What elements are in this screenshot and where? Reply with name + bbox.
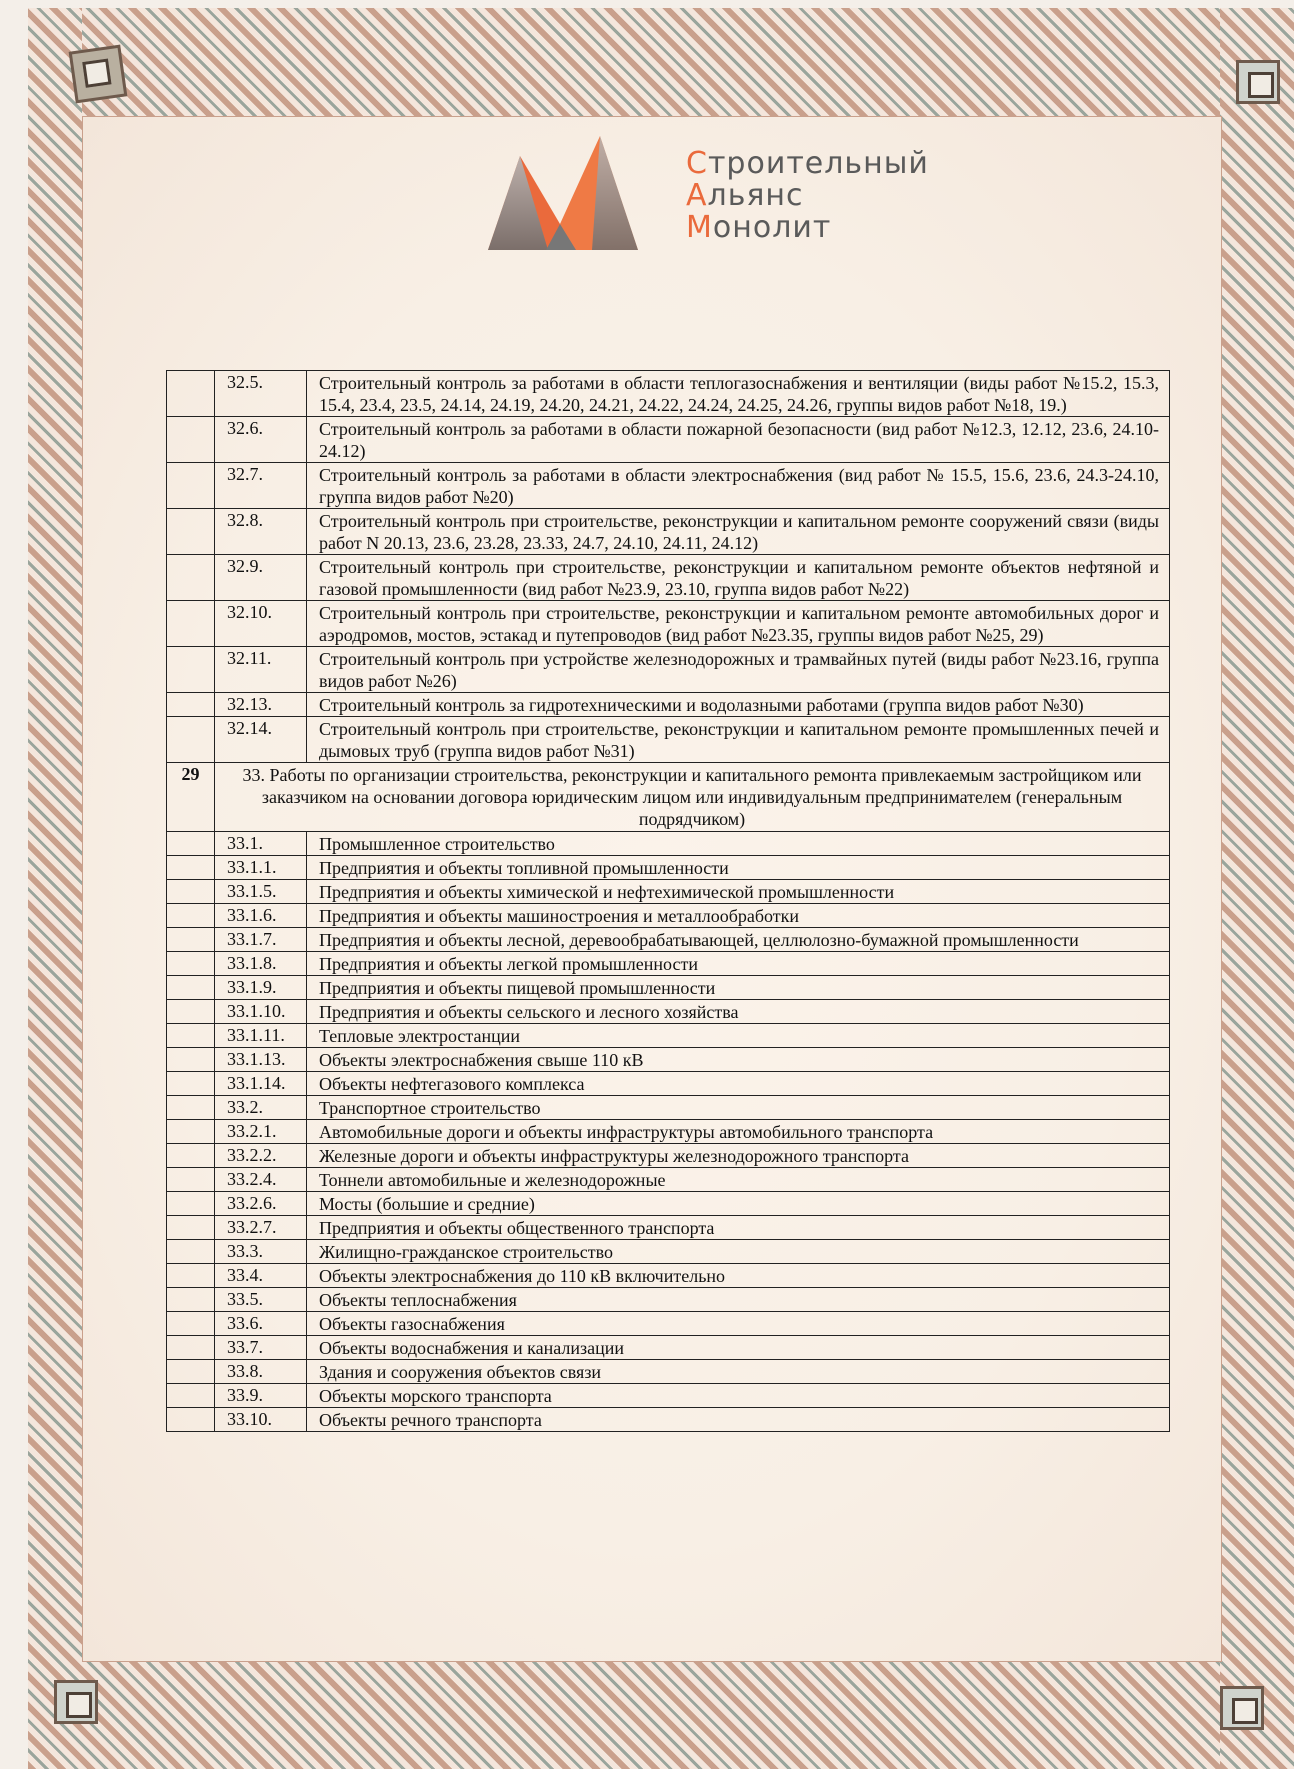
item-description: Объекты теплоснабжения [307, 1288, 1170, 1312]
empty-index-cell [167, 717, 215, 763]
item-code: 33.2.2. [215, 1144, 307, 1168]
item-description: Автомобильные дороги и объекты инфраструктуры автомобильного транспорта [307, 1120, 1170, 1144]
item-description: Железные дороги и объекты инфраструктуры железнодорожного транспорта [307, 1144, 1170, 1168]
table-row [167, 371, 1170, 417]
empty-index-cell [167, 880, 215, 904]
empty-index-cell [167, 417, 215, 463]
item-description: Жилищно-гражданское строительство [307, 1240, 1170, 1264]
item-description: Предприятия и объекты машиностроения и металлообработки [307, 904, 1170, 928]
group-title: 33. Работы по организации строительства, реконструкции и капитального ремонта привлекаемым застройщиком или заказчиком на основании договора юридическим лицом или индивидуальным предпринимателем (генеральным подрядчиком) [215, 763, 1170, 832]
empty-index-cell [167, 1168, 215, 1192]
item-code: 32.11. [215, 647, 307, 693]
item-code: 33.1. [215, 832, 307, 856]
empty-index-cell [167, 647, 215, 693]
item-code: 33.8. [215, 1360, 307, 1384]
item-description: Строительный контроль при строительстве, реконструкции и капитальном ремонте сооружений связи (виды работ N 20.13, 23.6, 23.28, 23.33, 24.7, 24.10, 24.11, 24.12) [307, 509, 1170, 555]
item-code: 33.2.4. [215, 1168, 307, 1192]
item-description: Предприятия и объекты пищевой промышленности [307, 976, 1170, 1000]
table-row [167, 647, 1170, 693]
table-row [167, 880, 1170, 904]
item-description: Предприятия и объекты сельского и лесного хозяйства [307, 1000, 1170, 1024]
table-row [167, 1336, 1170, 1360]
empty-index-cell [167, 1384, 215, 1408]
item-code: 32.8. [215, 509, 307, 555]
table-row [167, 1000, 1170, 1024]
logo-line-2: Альянс [686, 178, 804, 213]
item-code: 33.1.1. [215, 856, 307, 880]
item-description: Строительный контроль за работами в области электроснабжения (вид работ № 15.5, 15.6, 23.6, 24.3-24.10, группа видов работ №20) [307, 463, 1170, 509]
empty-index-cell [167, 952, 215, 976]
item-code: 33.1.8. [215, 952, 307, 976]
empty-index-cell [167, 1000, 215, 1024]
item-code: 33.2. [215, 1096, 307, 1120]
item-code: 32.9. [215, 555, 307, 601]
item-description: Здания и сооружения объектов связи [307, 1360, 1170, 1384]
corner-ornament-top-left [69, 45, 128, 104]
empty-index-cell [167, 555, 215, 601]
logo-mountain-icon [488, 132, 678, 264]
empty-index-cell [167, 1264, 215, 1288]
logo-line-1: Строительный [686, 146, 929, 181]
table-row [167, 952, 1170, 976]
company-logo [488, 132, 948, 264]
table-row [167, 904, 1170, 928]
item-code: 33.1.10. [215, 1000, 307, 1024]
empty-index-cell [167, 856, 215, 880]
table-row [167, 1072, 1170, 1096]
corner-ornament-bottom-right [1220, 1686, 1264, 1730]
table-row [167, 1168, 1170, 1192]
item-description: Тоннели автомобильные и железнодорожные [307, 1168, 1170, 1192]
table-row [167, 417, 1170, 463]
table-section-33 [167, 832, 1170, 1432]
item-code: 33.1.14. [215, 1072, 307, 1096]
item-description: Тепловые электростанции [307, 1024, 1170, 1048]
item-description: Предприятия и объекты общественного транспорта [307, 1216, 1170, 1240]
item-description: Предприятия и объекты химической и нефтехимической промышленности [307, 880, 1170, 904]
item-code: 33.1.7. [215, 928, 307, 952]
item-description: Строительный контроль при устройстве железнодорожных и трамвайных путей (виды работ №23.16, группа видов работ №26) [307, 647, 1170, 693]
item-description: Строительный контроль за работами в области пожарной безопасности (вид работ №12.3, 12.12, 23.6, 24.10-24.12) [307, 417, 1170, 463]
empty-index-cell [167, 371, 215, 417]
item-description: Объекты электроснабжения до 110 кВ включительно [307, 1264, 1170, 1288]
table-row [167, 1360, 1170, 1384]
table-section-32 [167, 371, 1170, 763]
empty-index-cell [167, 1216, 215, 1240]
item-description: Предприятия и объекты лесной, деревообрабатывающей, целлюлозно-бумажной промышленности [307, 928, 1170, 952]
item-code: 33.2.1. [215, 1120, 307, 1144]
item-description: Строительный контроль при строительстве, реконструкции и капитальном ремонте объектов нефтяной и газовой промышленности (вид работ №23.9, 23.10, группа видов работ №22) [307, 555, 1170, 601]
item-description: Строительный контроль за работами в области теплогазоснабжения и вентиляции (виды работ №15.2, 15.3, 15.4, 23.4, 23.5, 24.14, 24.19, 24.20, 24.21, 24.22, 24.24, 24.25, 24.26, группы видов работ №18, 19.) [307, 371, 1170, 417]
empty-index-cell [167, 463, 215, 509]
empty-index-cell [167, 1288, 215, 1312]
item-code: 33.1.9. [215, 976, 307, 1000]
corner-ornament-top-right [1236, 60, 1280, 104]
empty-index-cell [167, 693, 215, 717]
item-code: 32.6. [215, 417, 307, 463]
item-code: 33.10. [215, 1408, 307, 1432]
item-description: Строительный контроль за гидротехническими и водолазными работами (группа видов работ №30) [307, 693, 1170, 717]
table-row [167, 509, 1170, 555]
item-description: Строительный контроль при строительстве, реконструкции и капитальном ремонте автомобильных дорог и аэродромов, мостов, эстакад и путепроводов (вид работ №23.35, группы видов работ №25, 29) [307, 601, 1170, 647]
empty-index-cell [167, 1312, 215, 1336]
table-row [167, 1144, 1170, 1168]
item-description: Промышленное строительство [307, 832, 1170, 856]
item-description: Предприятия и объекты легкой промышленности [307, 952, 1170, 976]
item-description: Предприятия и объекты топливной промышленности [307, 856, 1170, 880]
item-code: 33.3. [215, 1240, 307, 1264]
permitted-works-table [166, 370, 1170, 1432]
item-code: 33.1.6. [215, 904, 307, 928]
item-description: Транспортное строительство [307, 1096, 1170, 1120]
empty-index-cell [167, 1024, 215, 1048]
table-row [167, 928, 1170, 952]
table-row [167, 1192, 1170, 1216]
item-code: 33.2.7. [215, 1216, 307, 1240]
table-row [167, 1384, 1170, 1408]
table-row [167, 601, 1170, 647]
decorative-border-top [28, 8, 1294, 116]
table-row [167, 1024, 1170, 1048]
item-code: 32.14. [215, 717, 307, 763]
item-description: Объекты электроснабжения свыше 110 кВ [307, 1048, 1170, 1072]
logo-wordmark [686, 148, 929, 244]
item-description: Объекты морского транспорта [307, 1384, 1170, 1408]
item-code: 33.1.5. [215, 880, 307, 904]
item-description: Объекты речного транспорта [307, 1408, 1170, 1432]
table-row [167, 1264, 1170, 1288]
item-code: 33.2.6. [215, 1192, 307, 1216]
empty-index-cell [167, 509, 215, 555]
table-row [167, 693, 1170, 717]
item-description: Объекты нефтегазового комплекса [307, 1072, 1170, 1096]
empty-index-cell [167, 1360, 215, 1384]
item-code: 33.5. [215, 1288, 307, 1312]
empty-index-cell [167, 1336, 215, 1360]
item-description: Объекты водоснабжения и канализации [307, 1336, 1170, 1360]
table-row [167, 832, 1170, 856]
item-code: 33.9. [215, 1384, 307, 1408]
empty-index-cell [167, 1408, 215, 1432]
decorative-border-left [28, 8, 82, 1769]
logo-line-3: Монолит [686, 210, 832, 245]
item-description: Строительный контроль при строительстве, реконструкции и капитальном ремонте промышленных печей и дымовых труб (группа видов работ №31) [307, 717, 1170, 763]
item-code: 33.6. [215, 1312, 307, 1336]
table-row [167, 463, 1170, 509]
table-row [167, 1312, 1170, 1336]
empty-index-cell [167, 832, 215, 856]
empty-index-cell [167, 1048, 215, 1072]
item-description: Мосты (большие и средние) [307, 1192, 1170, 1216]
decorative-border-bottom [28, 1660, 1294, 1769]
empty-index-cell [167, 976, 215, 1000]
item-code: 33.7. [215, 1336, 307, 1360]
item-code: 33.4. [215, 1264, 307, 1288]
item-code: 32.13. [215, 693, 307, 717]
table-row [167, 856, 1170, 880]
empty-index-cell [167, 1120, 215, 1144]
table-row [167, 555, 1170, 601]
item-code: 33.1.13. [215, 1048, 307, 1072]
table-row [167, 1120, 1170, 1144]
item-code: 33.1.11. [215, 1024, 307, 1048]
item-code: 32.7. [215, 463, 307, 509]
table-row [167, 717, 1170, 763]
empty-index-cell [167, 1096, 215, 1120]
table-row [167, 976, 1170, 1000]
table-row [167, 1096, 1170, 1120]
decorative-border-right [1220, 8, 1294, 1769]
group-row [167, 763, 1170, 832]
empty-index-cell [167, 904, 215, 928]
table-row [167, 1408, 1170, 1432]
table-row [167, 1240, 1170, 1264]
empty-index-cell [167, 1240, 215, 1264]
item-description: Объекты газоснабжения [307, 1312, 1170, 1336]
table-row [167, 1216, 1170, 1240]
item-code: 32.10. [215, 601, 307, 647]
empty-index-cell [167, 601, 215, 647]
empty-index-cell [167, 928, 215, 952]
group-index: 29 [167, 763, 215, 832]
corner-ornament-bottom-left [54, 1680, 98, 1724]
table-row [167, 1288, 1170, 1312]
empty-index-cell [167, 1192, 215, 1216]
table-section-33-header [167, 763, 1170, 832]
item-code: 32.5. [215, 371, 307, 417]
empty-index-cell [167, 1144, 215, 1168]
table-row [167, 1048, 1170, 1072]
empty-index-cell [167, 1072, 215, 1096]
